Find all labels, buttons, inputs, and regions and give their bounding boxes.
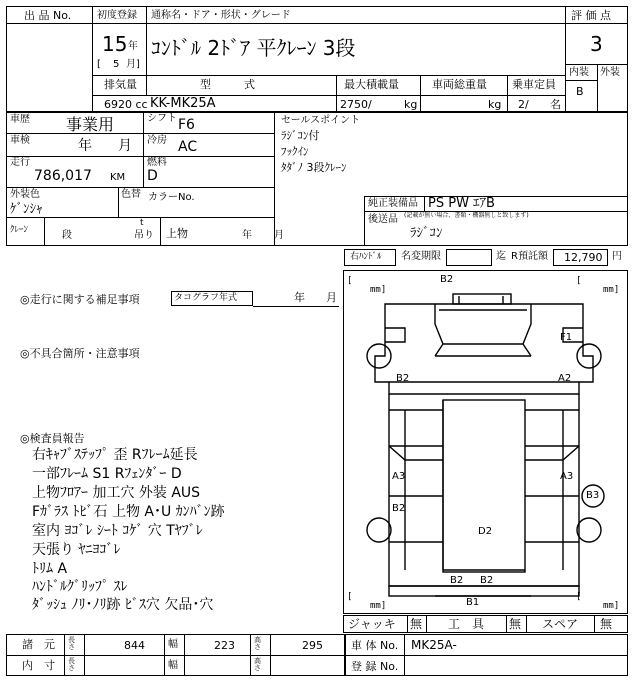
- spare-label: スペア: [542, 617, 579, 631]
- upper-month: 月: [274, 230, 284, 241]
- diagram-label: A3: [560, 471, 574, 482]
- sales-line: ﾀﾀﾞﾉ 3段ｸﾚｰﾝ: [281, 161, 347, 174]
- report-line: 天張り ﾔﾆﾖｺﾞﾚ: [32, 542, 121, 558]
- diagram-label: B1: [466, 597, 480, 608]
- diagram-label: B2: [392, 503, 406, 514]
- diagram-label: B2: [480, 575, 494, 586]
- capacity-label: 乗車定員: [512, 78, 556, 91]
- year-value: 15: [102, 32, 128, 56]
- shift-value: F6: [178, 117, 195, 133]
- fuel-label: 燃料: [147, 157, 167, 168]
- chassis-label: 車 体 No.: [351, 639, 399, 652]
- name-label: 通称名・ドア・形状・グレード: [151, 10, 291, 21]
- length-label-inner: 長さ: [68, 657, 75, 672]
- max-load-value: 2750/: [340, 98, 372, 111]
- diagram-label: F1: [560, 332, 573, 343]
- month-unit: 月]: [126, 59, 140, 70]
- bracket-br: [: [576, 592, 582, 602]
- color-no-label: カラーNo.: [148, 192, 195, 203]
- recycle-label: R預託額: [511, 251, 548, 262]
- report-line: 上物ﾌﾛｱｰ 加工穴 外装 AUS: [32, 485, 201, 501]
- diagram-label: B3: [586, 490, 600, 501]
- tachograph-label: タコグラフ年式: [174, 293, 238, 303]
- height-label: 高さ: [254, 636, 261, 651]
- lot-no-label: 出 品 No.: [24, 9, 72, 22]
- color-code-label: 色替: [121, 189, 141, 200]
- later-note: (記載が無い場合、書類・機器無しと致します): [404, 212, 529, 219]
- diagram-label: B2: [440, 274, 454, 285]
- width-label-inner: 幅: [168, 660, 178, 671]
- report-line: ﾄﾘﾑ A: [32, 561, 68, 577]
- capacity-unit: 名: [550, 98, 561, 111]
- mileage-value: 786,017: [34, 168, 92, 184]
- reg-label: 登 録 No.: [351, 660, 399, 673]
- color-value: ｹﾞﾝｼｬ: [10, 202, 43, 217]
- supplement-label: ◎走行に関する補足事項: [20, 293, 140, 306]
- mileage-unit: KM: [110, 172, 126, 183]
- jack-label: ジャッキ: [348, 617, 396, 631]
- mileage-label: 走行: [10, 157, 30, 168]
- height-value: 295: [302, 639, 323, 652]
- weight-label: 車両総重量: [432, 78, 487, 91]
- diagram-label: A3: [392, 471, 406, 482]
- report-line: ﾊﾝﾄﾞﾙｸﾞﾘｯﾌﾟ ｽﾚ: [32, 579, 128, 595]
- diagram-label: B2: [450, 575, 464, 586]
- width-value: 223: [214, 639, 235, 652]
- max-load-unit: kg: [404, 98, 418, 111]
- interior-label: 内装: [569, 67, 589, 78]
- model-label: 型 式: [200, 78, 255, 91]
- month-value: 5: [113, 59, 120, 70]
- tools-value: 無: [509, 617, 522, 631]
- inspection-month: 月: [118, 138, 132, 154]
- recycle-unit: 円: [612, 251, 622, 262]
- title-change-box: [446, 249, 492, 266]
- interior-value: B: [576, 85, 584, 98]
- sales-title: セールスポイント: [281, 115, 361, 126]
- inspection-year: 年: [78, 138, 92, 154]
- report-line: ﾀﾞｯｼｭ ﾉﾘ･ﾉﾘ跡 ﾋﾞｽ穴 欠品･穴: [32, 597, 214, 613]
- sales-line: ﾗｼﾞｺﾝ付: [281, 129, 320, 142]
- height-label-inner: 高さ: [254, 657, 261, 672]
- upper-year: 年: [242, 230, 252, 241]
- ryu-label: 迄: [496, 251, 506, 262]
- defects-label: ◎不具合箇所・注意事項: [20, 347, 140, 360]
- spare-value: 無: [600, 617, 613, 631]
- inspection-label: 車検: [10, 135, 30, 146]
- handle-label: 右ﾊﾝﾄﾞﾙ: [350, 252, 382, 262]
- dims-label: 諸 元: [22, 638, 55, 651]
- first-reg-label: 初度登録: [97, 10, 137, 21]
- score-value: 3: [590, 32, 603, 56]
- crane-t: t: [140, 218, 144, 228]
- crane-label: ｸﾚｰﾝ: [10, 225, 29, 235]
- history-label: 車歴: [10, 114, 30, 125]
- equipment-label: 純正装備品: [368, 198, 418, 209]
- ac-label: 冷房: [147, 135, 167, 146]
- later-value: ﾗｼﾞｺﾝ: [410, 226, 443, 241]
- width-label: 幅: [168, 639, 178, 650]
- exterior-label: 外装: [600, 67, 620, 78]
- tacho-month: 月: [326, 291, 337, 304]
- title-change-label: 名変期限: [401, 251, 441, 262]
- diagram-label: A2: [558, 373, 572, 384]
- month-open: [: [97, 59, 101, 70]
- history-value: 事業用: [66, 115, 115, 134]
- displacement-label: 排気量: [104, 78, 137, 91]
- jack-value: 無: [410, 617, 423, 631]
- displacement-value: 6920 cc: [104, 98, 148, 111]
- report-line: 室内 ﾖｺﾞﾚ ｼｰﾄ ｺｹﾞ 穴 Tﾔﾌﾞﾚ: [32, 523, 203, 539]
- ac-value: AC: [178, 139, 198, 155]
- chassis-value: MK25A-: [411, 638, 457, 652]
- report-line: 右ｷｬﾌﾞｽﾃｯﾌﾟ 歪 Rﾌﾚｰﾑ延長: [32, 447, 198, 463]
- capacity-value: 2/: [518, 98, 529, 111]
- diagram-label: D2: [478, 526, 493, 537]
- bracket-tr: [: [576, 276, 582, 286]
- length-label: 長さ: [68, 636, 75, 651]
- diagram-label: B2: [396, 373, 410, 384]
- bracket-br-mm: mm]: [603, 601, 620, 611]
- vehicle-name: ｺﾝﾄﾞﾙ 2ﾄﾞｱ 平ｸﾚｰﾝ 3段: [151, 36, 356, 60]
- model-value: KK-MK25A: [150, 96, 216, 111]
- tools-label: 工 具: [448, 617, 485, 631]
- crane-stage: 段: [62, 230, 72, 241]
- max-load-label: 最大積載量: [344, 78, 399, 91]
- inner-label: 内 寸: [22, 659, 55, 672]
- bracket-bl: [: [347, 592, 353, 602]
- crane-lift: 吊り: [134, 230, 154, 241]
- report-line: Fｶﾞﾗｽ ﾄﾋﾞ石 上物 A･U ｶﾝﾊﾞﾝ跡: [32, 504, 225, 520]
- tacho-year: 年: [294, 291, 305, 304]
- truck-diagram: [343, 270, 628, 614]
- shift-label: シフト: [147, 113, 177, 124]
- upper-label: 上物: [166, 227, 188, 240]
- year-unit: 年: [128, 41, 138, 52]
- length-value: 844: [124, 639, 145, 652]
- bracket-tl-mm: mm]: [370, 285, 387, 295]
- equipment-value: PS PW ｴｱB: [428, 196, 495, 211]
- inspector-label: ◎検査員報告: [20, 432, 85, 445]
- bracket-tr-mm: mm]: [603, 285, 620, 295]
- score-label: 評 価 点: [571, 9, 611, 22]
- recycle-value: 12,790: [564, 251, 603, 264]
- bracket-tl: [: [347, 276, 353, 286]
- weight-unit: kg: [488, 98, 502, 111]
- bracket-bl-mm: mm]: [370, 601, 387, 611]
- later-label: 後送品: [368, 214, 398, 225]
- color-label: 外装色: [10, 189, 40, 200]
- sales-line: ﾌｯｸｲﾝ: [281, 145, 309, 158]
- report-line: 一部ﾌﾚｰﾑ S1 Rﾌｪﾝﾀﾞｰ D: [32, 466, 182, 482]
- fuel-value: D: [147, 168, 158, 184]
